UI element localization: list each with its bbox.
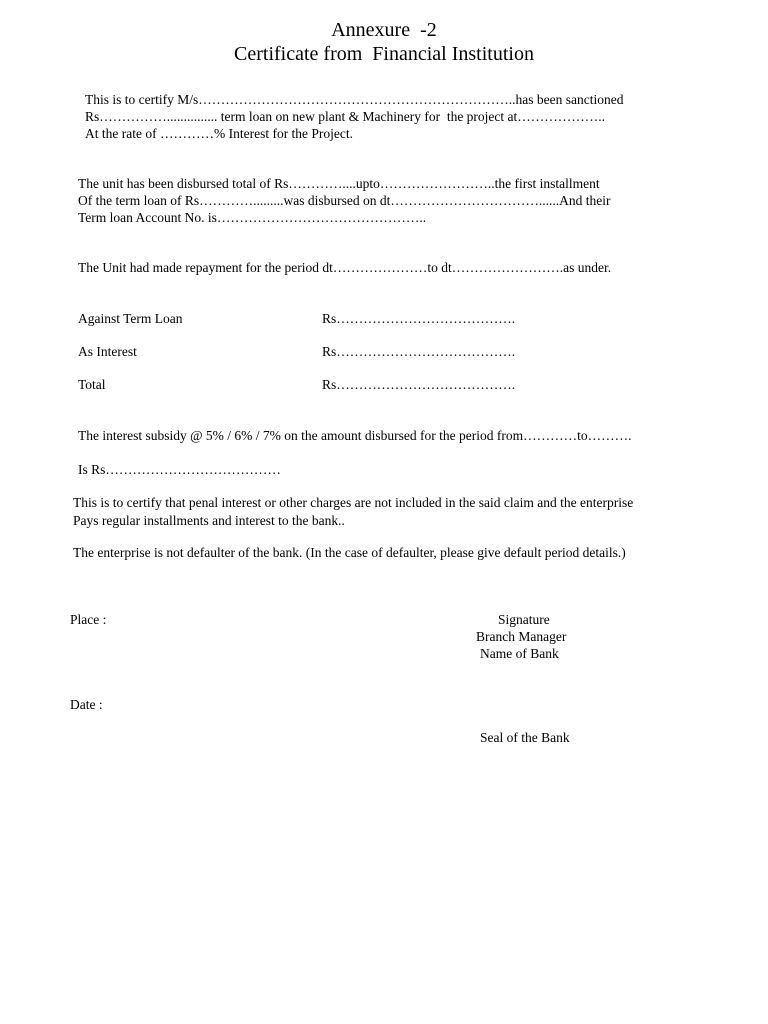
disbursement-line-1: The unit has been disbursed total of Rs…………....upto……………………..the first installment bbox=[78, 176, 600, 191]
subsidy-amount-line: Is Rs………………………………… bbox=[78, 462, 281, 477]
seal-label: Seal of the Bank bbox=[480, 730, 570, 745]
sanction-line-2: Rs……………............... term loan on new plant & Machinery for the project at……………….. bbox=[85, 109, 606, 124]
term-loan-label: Against Term Loan bbox=[78, 311, 183, 326]
total-label: Total bbox=[78, 377, 106, 392]
document-title: Annexure -2 bbox=[331, 19, 437, 41]
branch-manager-label: Branch Manager bbox=[476, 629, 567, 644]
defaulter-line: The enterprise is not defaulter of the bank. (In the case of defaulter, please give default period details.) bbox=[73, 545, 626, 560]
place-label: Place : bbox=[70, 612, 107, 627]
interest-label: As Interest bbox=[78, 344, 137, 359]
signature-label: Signature bbox=[498, 612, 550, 627]
disbursement-line-3: Term loan Account No. is……………………………………….. bbox=[78, 210, 427, 225]
sanction-line-3: At the rate of …………% Interest for the Project. bbox=[85, 126, 354, 141]
term-loan-value: Rs…………………………………. bbox=[322, 311, 516, 326]
repayment-period-line: The Unit had made repayment for the period dt…………………to dt…………………….as under. bbox=[78, 260, 612, 275]
total-value: Rs…………………………………. bbox=[322, 377, 516, 392]
bank-name-label: Name of Bank bbox=[480, 646, 559, 661]
disbursement-line-2: Of the term loan of Rs………….........was disbursed on dt……………………………......And their bbox=[78, 193, 611, 208]
certify-line-1: This is to certify that penal interest or other charges are not included in the said claim and the enterprise bbox=[73, 495, 634, 510]
date-label: Date : bbox=[70, 697, 103, 712]
sanction-line-1: This is to certify M/s……………………………………………………………..has been sanctioned bbox=[85, 92, 624, 107]
document-subtitle: Certificate from Financial Institution bbox=[234, 43, 534, 65]
subsidy-line: The interest subsidy @ 5% / 6% / 7% on the amount disbursed for the period from…………to………. bbox=[78, 428, 632, 443]
certify-line-2: Pays regular installments and interest to the bank.. bbox=[73, 513, 345, 528]
interest-value: Rs…………………………………. bbox=[322, 344, 516, 359]
